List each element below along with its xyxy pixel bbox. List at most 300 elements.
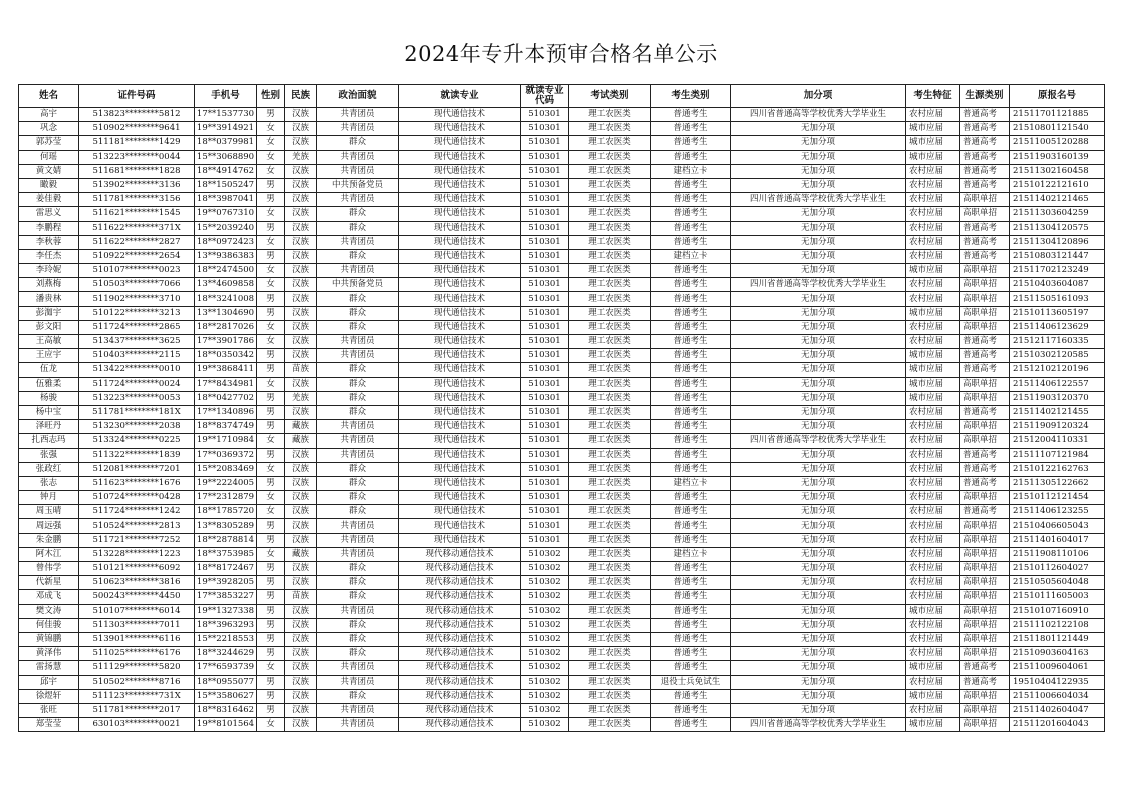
table-row bbox=[19, 647, 1105, 661]
table-cell: 21511102122108 bbox=[1010, 618, 1105, 632]
table-cell: 农村应届 bbox=[906, 476, 960, 490]
table-cell: 理工农医类 bbox=[569, 618, 651, 632]
table-cell: 男 bbox=[257, 349, 285, 363]
table-cell: 510301 bbox=[521, 505, 569, 519]
table-cell: 群众 bbox=[317, 136, 399, 150]
table-cell: 21511909120324 bbox=[1010, 420, 1105, 434]
table-cell: 500243********4450 bbox=[79, 590, 195, 604]
table-cell: 21511701121885 bbox=[1010, 108, 1105, 122]
table-cell: 普通高考 bbox=[960, 462, 1010, 476]
table-row bbox=[19, 150, 1105, 164]
table-row bbox=[19, 476, 1105, 490]
table-cell: 510301 bbox=[521, 434, 569, 448]
table-cell: 汉族 bbox=[285, 306, 317, 320]
table-cell: 511724********0024 bbox=[79, 377, 195, 391]
table-row bbox=[19, 264, 1105, 278]
table-cell: 510302 bbox=[521, 632, 569, 646]
table-cell: 共青团员 bbox=[317, 122, 399, 136]
table-cell: 群众 bbox=[317, 391, 399, 405]
table-cell: 退役士兵免试生 bbox=[651, 675, 731, 689]
table-cell: 普通考生 bbox=[651, 320, 731, 334]
table-cell: 汉族 bbox=[285, 292, 317, 306]
table-cell: 藏族 bbox=[285, 547, 317, 561]
column-header: 考生类别 bbox=[651, 85, 731, 108]
table-row bbox=[19, 335, 1105, 349]
table-cell: 农村应届 bbox=[906, 335, 960, 349]
table-cell: 理工农医类 bbox=[569, 590, 651, 604]
table-cell: 理工农医类 bbox=[569, 434, 651, 448]
table-cell: 群众 bbox=[317, 377, 399, 391]
table-cell: 男 bbox=[257, 703, 285, 717]
table-cell: 男 bbox=[257, 476, 285, 490]
column-header: 原报名号 bbox=[1010, 85, 1105, 108]
table-cell: 理工农医类 bbox=[569, 108, 651, 122]
table-cell: 18**0427702 bbox=[195, 391, 257, 405]
table-cell: 高职单招 bbox=[960, 703, 1010, 717]
table-cell: 共青团员 bbox=[317, 420, 399, 434]
table-cell: 群众 bbox=[317, 462, 399, 476]
table-cell: 女 bbox=[257, 491, 285, 505]
table-cell: 共青团员 bbox=[317, 235, 399, 249]
table-cell: 现代通信技术 bbox=[399, 221, 521, 235]
table-cell: 男 bbox=[257, 590, 285, 604]
table-cell: 512081********7201 bbox=[79, 462, 195, 476]
table-cell: 21510112604027 bbox=[1010, 562, 1105, 576]
table-cell: 无加分项 bbox=[731, 249, 906, 263]
table-cell: 510302 bbox=[521, 604, 569, 618]
table-cell: 17**6593739 bbox=[195, 661, 257, 675]
table-cell: 现代通信技术 bbox=[399, 306, 521, 320]
table-cell: 男 bbox=[257, 604, 285, 618]
table-cell: 群众 bbox=[317, 491, 399, 505]
table-row bbox=[19, 349, 1105, 363]
table-cell: 21512004110331 bbox=[1010, 434, 1105, 448]
table-cell: 现代通信技术 bbox=[399, 292, 521, 306]
table-cell: 男 bbox=[257, 562, 285, 576]
table-cell: 普通考生 bbox=[651, 462, 731, 476]
table-cell: 城市应届 bbox=[906, 122, 960, 136]
table-cell: 普通考生 bbox=[651, 590, 731, 604]
table-cell: 共青团员 bbox=[317, 349, 399, 363]
table-cell: 曾伟学 bbox=[19, 562, 79, 576]
table-cell: 510301 bbox=[521, 150, 569, 164]
table-cell: 理工农医类 bbox=[569, 207, 651, 221]
table-cell: 建档立卡 bbox=[651, 249, 731, 263]
table-cell: 藏族 bbox=[285, 434, 317, 448]
table-cell: 女 bbox=[257, 335, 285, 349]
table-cell: 无加分项 bbox=[731, 363, 906, 377]
table-cell: 高职单招 bbox=[960, 391, 1010, 405]
table-cell: 21511402121465 bbox=[1010, 193, 1105, 207]
table-cell: 510503********7066 bbox=[79, 278, 195, 292]
table-cell: 现代移动通信技术 bbox=[399, 689, 521, 703]
table-cell: 王应宇 bbox=[19, 349, 79, 363]
table-cell: 汉族 bbox=[285, 462, 317, 476]
table-cell: 高职单招 bbox=[960, 604, 1010, 618]
table-cell: 18**2878814 bbox=[195, 533, 257, 547]
table-cell: 普通考生 bbox=[651, 193, 731, 207]
table-cell: 农村应届 bbox=[906, 632, 960, 646]
table-cell: 汉族 bbox=[285, 249, 317, 263]
table-cell: 19**2224005 bbox=[195, 476, 257, 490]
table-cell: 理工农医类 bbox=[569, 249, 651, 263]
table-row bbox=[19, 122, 1105, 136]
table-cell: 510403********2115 bbox=[79, 349, 195, 363]
table-cell: 高职单招 bbox=[960, 618, 1010, 632]
table-cell: 现代移动通信技术 bbox=[399, 562, 521, 576]
column-header: 生源类别 bbox=[960, 85, 1010, 108]
table-cell: 普通考生 bbox=[651, 647, 731, 661]
table-cell: 共青团员 bbox=[317, 533, 399, 547]
table-cell: 无加分项 bbox=[731, 377, 906, 391]
table-cell: 高职单招 bbox=[960, 434, 1010, 448]
table-cell: 19510404122935 bbox=[1010, 675, 1105, 689]
table-cell: 建档立卡 bbox=[651, 476, 731, 490]
table-row bbox=[19, 505, 1105, 519]
table-cell: 女 bbox=[257, 462, 285, 476]
table-cell: 18**1785720 bbox=[195, 505, 257, 519]
table-cell: 张强 bbox=[19, 448, 79, 462]
table-cell: 21511402604047 bbox=[1010, 703, 1105, 717]
table-cell: 无加分项 bbox=[731, 491, 906, 505]
table-cell: 普通考生 bbox=[651, 136, 731, 150]
table-cell: 理工农医类 bbox=[569, 136, 651, 150]
table-cell: 女 bbox=[257, 235, 285, 249]
table-cell: 无加分项 bbox=[731, 164, 906, 178]
table-cell: 男 bbox=[257, 519, 285, 533]
table-row bbox=[19, 703, 1105, 717]
table-cell: 511622********371X bbox=[79, 221, 195, 235]
table-cell: 510301 bbox=[521, 448, 569, 462]
table-cell: 理工农医类 bbox=[569, 306, 651, 320]
table-cell: 理工农医类 bbox=[569, 675, 651, 689]
table-cell: 19**3868411 bbox=[195, 363, 257, 377]
table-cell: 城市应届 bbox=[906, 150, 960, 164]
table-cell: 511303********7011 bbox=[79, 618, 195, 632]
table-cell: 普通高考 bbox=[960, 122, 1010, 136]
table-cell: 高职单招 bbox=[960, 306, 1010, 320]
table-cell: 21510122121610 bbox=[1010, 178, 1105, 192]
table-cell: 农村应届 bbox=[906, 108, 960, 122]
table-row bbox=[19, 292, 1105, 306]
table-cell: 511622********2827 bbox=[79, 235, 195, 249]
table-cell: 现代通信技术 bbox=[399, 491, 521, 505]
candidate-table bbox=[18, 84, 1105, 732]
table-cell: 理工农医类 bbox=[569, 320, 651, 334]
table-row bbox=[19, 661, 1105, 675]
table-cell: 511322********1839 bbox=[79, 448, 195, 462]
table-cell: 510301 bbox=[521, 292, 569, 306]
table-cell: 511181********1429 bbox=[79, 136, 195, 150]
table-cell: 现代通信技术 bbox=[399, 108, 521, 122]
table-cell: 510301 bbox=[521, 335, 569, 349]
table-row bbox=[19, 562, 1105, 576]
table-cell: 21511006604034 bbox=[1010, 689, 1105, 703]
table-cell: 羌族 bbox=[285, 150, 317, 164]
table-cell: 18**0379981 bbox=[195, 136, 257, 150]
table-cell: 19**8101564 bbox=[195, 718, 257, 732]
table-cell: 19**1327338 bbox=[195, 604, 257, 618]
table-cell: 普通高考 bbox=[960, 150, 1010, 164]
table-cell: 无加分项 bbox=[731, 519, 906, 533]
table-cell: 现代通信技术 bbox=[399, 476, 521, 490]
table-cell: 何佳骏 bbox=[19, 618, 79, 632]
table-cell: 21510505604048 bbox=[1010, 576, 1105, 590]
table-cell: 农村应届 bbox=[906, 193, 960, 207]
table-cell: 理工农医类 bbox=[569, 533, 651, 547]
table-cell: 男 bbox=[257, 193, 285, 207]
table-cell: 泽旺丹 bbox=[19, 420, 79, 434]
table-cell: 511123********731X bbox=[79, 689, 195, 703]
table-cell: 群众 bbox=[317, 363, 399, 377]
table-row bbox=[19, 391, 1105, 405]
table-cell: 现代通信技术 bbox=[399, 178, 521, 192]
table-cell: 普通考生 bbox=[651, 491, 731, 505]
table-cell: 无加分项 bbox=[731, 647, 906, 661]
table-cell: 汉族 bbox=[285, 647, 317, 661]
table-cell: 杨骏 bbox=[19, 391, 79, 405]
table-cell: 李秋蓉 bbox=[19, 235, 79, 249]
table-cell: 男 bbox=[257, 618, 285, 632]
table-cell: 无加分项 bbox=[731, 703, 906, 717]
table-cell: 农村应届 bbox=[906, 448, 960, 462]
table-cell: 共青团员 bbox=[317, 661, 399, 675]
table-cell: 现代通信技术 bbox=[399, 335, 521, 349]
table-cell: 17**3901786 bbox=[195, 335, 257, 349]
table-cell: 511621********1545 bbox=[79, 207, 195, 221]
table-cell: 邓成飞 bbox=[19, 590, 79, 604]
table-cell: 汉族 bbox=[285, 122, 317, 136]
table-cell: 普通考生 bbox=[651, 405, 731, 419]
table-cell: 现代移动通信技术 bbox=[399, 661, 521, 675]
table-cell: 理工农医类 bbox=[569, 278, 651, 292]
table-cell: 无加分项 bbox=[731, 476, 906, 490]
table-cell: 农村应届 bbox=[906, 207, 960, 221]
table-cell: 汉族 bbox=[285, 632, 317, 646]
table-cell: 普通考生 bbox=[651, 604, 731, 618]
table-cell: 现代移动通信技术 bbox=[399, 576, 521, 590]
table-cell: 女 bbox=[257, 150, 285, 164]
table-cell: 普通考生 bbox=[651, 505, 731, 519]
table-cell: 高职单招 bbox=[960, 491, 1010, 505]
table-cell: 510301 bbox=[521, 349, 569, 363]
table-cell: 18**3753985 bbox=[195, 547, 257, 561]
table-cell: 汉族 bbox=[285, 235, 317, 249]
table-cell: 农村应届 bbox=[906, 618, 960, 632]
table-row bbox=[19, 519, 1105, 533]
table-cell: 城市应届 bbox=[906, 661, 960, 675]
table-cell: 21511201604043 bbox=[1010, 718, 1105, 732]
table-cell: 普通考生 bbox=[651, 363, 731, 377]
table-cell: 普通高考 bbox=[960, 476, 1010, 490]
table-cell: 普通考生 bbox=[651, 207, 731, 221]
table-cell: 汉族 bbox=[285, 689, 317, 703]
table-cell: 无加分项 bbox=[731, 207, 906, 221]
table-cell: 21511304120575 bbox=[1010, 221, 1105, 235]
table-cell: 普通考生 bbox=[651, 661, 731, 675]
table-cell: 普通高考 bbox=[960, 136, 1010, 150]
table-cell: 男 bbox=[257, 292, 285, 306]
table-cell: 汉族 bbox=[285, 661, 317, 675]
table-cell: 510301 bbox=[521, 178, 569, 192]
table-cell: 普通考生 bbox=[651, 618, 731, 632]
table-cell: 630103********0021 bbox=[79, 718, 195, 732]
table-cell: 13**8305289 bbox=[195, 519, 257, 533]
table-cell: 无加分项 bbox=[731, 349, 906, 363]
table-cell: 18**4914762 bbox=[195, 164, 257, 178]
table-cell: 城市应届 bbox=[906, 377, 960, 391]
table-cell: 共青团员 bbox=[317, 150, 399, 164]
table-row bbox=[19, 249, 1105, 263]
table-cell: 510302 bbox=[521, 576, 569, 590]
table-cell: 高职单招 bbox=[960, 420, 1010, 434]
table-cell: 汉族 bbox=[285, 193, 317, 207]
table-cell: 四川省普通高等学校优秀大学毕业生 bbox=[731, 718, 906, 732]
table-cell: 城市应届 bbox=[906, 264, 960, 278]
table-cell: 女 bbox=[257, 122, 285, 136]
table-row bbox=[19, 278, 1105, 292]
table-cell: 城市应届 bbox=[906, 689, 960, 703]
table-cell: 共青团员 bbox=[317, 448, 399, 462]
table-cell: 理工农医类 bbox=[569, 178, 651, 192]
table-cell: 18**8172467 bbox=[195, 562, 257, 576]
table-cell: 理工农医类 bbox=[569, 264, 651, 278]
table-cell: 彭洳宇 bbox=[19, 306, 79, 320]
table-cell: 理工农医类 bbox=[569, 122, 651, 136]
table-cell: 510301 bbox=[521, 278, 569, 292]
table-cell: 18**2474500 bbox=[195, 264, 257, 278]
table-row bbox=[19, 136, 1105, 150]
table-cell: 何瑶 bbox=[19, 150, 79, 164]
table-cell: 理工农医类 bbox=[569, 632, 651, 646]
table-cell: 理工农医类 bbox=[569, 420, 651, 434]
table-cell: 普通考生 bbox=[651, 434, 731, 448]
table-cell: 18**3963293 bbox=[195, 618, 257, 632]
table-row bbox=[19, 108, 1105, 122]
table-cell: 510302 bbox=[521, 661, 569, 675]
table-cell: 21511801121449 bbox=[1010, 632, 1105, 646]
table-cell: 黄泽伟 bbox=[19, 647, 79, 661]
table-cell: 女 bbox=[257, 718, 285, 732]
table-cell: 510301 bbox=[521, 491, 569, 505]
table-cell: 无加分项 bbox=[731, 150, 906, 164]
table-row bbox=[19, 221, 1105, 235]
table-cell: 农村应届 bbox=[906, 320, 960, 334]
table-cell: 510301 bbox=[521, 221, 569, 235]
table-cell: 汉族 bbox=[285, 221, 317, 235]
table-cell: 511025********6176 bbox=[79, 647, 195, 661]
table-cell: 18**0955077 bbox=[195, 675, 257, 689]
table-cell: 阿木江 bbox=[19, 547, 79, 561]
table-cell: 农村应届 bbox=[906, 562, 960, 576]
table-cell: 无加分项 bbox=[731, 562, 906, 576]
table-cell: 理工农医类 bbox=[569, 221, 651, 235]
table-cell: 樊文涛 bbox=[19, 604, 79, 618]
table-cell: 城市应届 bbox=[906, 604, 960, 618]
table-row bbox=[19, 306, 1105, 320]
table-cell: 现代通信技术 bbox=[399, 405, 521, 419]
table-cell: 15**2218553 bbox=[195, 632, 257, 646]
table-cell: 510301 bbox=[521, 235, 569, 249]
table-cell: 群众 bbox=[317, 576, 399, 590]
table-cell: 女 bbox=[257, 505, 285, 519]
table-cell: 王高敏 bbox=[19, 335, 79, 349]
table-cell: 理工农医类 bbox=[569, 164, 651, 178]
table-cell: 无加分项 bbox=[731, 292, 906, 306]
table-cell: 高职单招 bbox=[960, 647, 1010, 661]
table-row bbox=[19, 363, 1105, 377]
table-cell: 汉族 bbox=[285, 207, 317, 221]
table-cell: 农村应届 bbox=[906, 178, 960, 192]
table-cell: 汉族 bbox=[285, 562, 317, 576]
table-cell: 21511005120288 bbox=[1010, 136, 1105, 150]
table-cell: 无加分项 bbox=[731, 405, 906, 419]
table-cell: 19**3928205 bbox=[195, 576, 257, 590]
table-cell: 女 bbox=[257, 264, 285, 278]
table-row bbox=[19, 590, 1105, 604]
table-cell: 510301 bbox=[521, 136, 569, 150]
table-row bbox=[19, 164, 1105, 178]
table-cell: 513437********3625 bbox=[79, 335, 195, 349]
table-cell: 21510801121540 bbox=[1010, 122, 1105, 136]
table-cell: 21511107121984 bbox=[1010, 448, 1105, 462]
table-cell: 理工农医类 bbox=[569, 193, 651, 207]
table-cell: 现代通信技术 bbox=[399, 391, 521, 405]
table-cell: 农村应届 bbox=[906, 235, 960, 249]
table-cell: 普通考生 bbox=[651, 264, 731, 278]
table-cell: 黄文婧 bbox=[19, 164, 79, 178]
table-cell: 农村应届 bbox=[906, 647, 960, 661]
table-cell: 高职单招 bbox=[960, 207, 1010, 221]
column-header: 手机号 bbox=[195, 85, 257, 108]
table-row bbox=[19, 718, 1105, 732]
table-cell: 城市应届 bbox=[906, 349, 960, 363]
table-cell: 18**8316462 bbox=[195, 703, 257, 717]
table-cell: 普通高考 bbox=[960, 349, 1010, 363]
table-cell: 张政红 bbox=[19, 462, 79, 476]
table-row bbox=[19, 377, 1105, 391]
table-cell: 18**0972423 bbox=[195, 235, 257, 249]
table-row bbox=[19, 604, 1105, 618]
table-cell: 510302 bbox=[521, 590, 569, 604]
table-cell: 汉族 bbox=[285, 278, 317, 292]
table-cell: 513223********0044 bbox=[79, 150, 195, 164]
table-cell: 男 bbox=[257, 178, 285, 192]
table-cell: 汉族 bbox=[285, 405, 317, 419]
table-cell: 510301 bbox=[521, 164, 569, 178]
table-cell: 汉族 bbox=[285, 675, 317, 689]
table-cell: 群众 bbox=[317, 590, 399, 604]
table-cell: 普通考生 bbox=[651, 703, 731, 717]
table-cell: 理工农医类 bbox=[569, 703, 651, 717]
table-cell: 男 bbox=[257, 576, 285, 590]
table-cell: 19**3914921 bbox=[195, 122, 257, 136]
table-cell: 理工农医类 bbox=[569, 647, 651, 661]
table-cell: 21510111605003 bbox=[1010, 590, 1105, 604]
column-header: 就读专业代码 bbox=[521, 85, 569, 108]
table-cell: 现代通信技术 bbox=[399, 448, 521, 462]
table-cell: 城市应届 bbox=[906, 391, 960, 405]
table-cell: 21511702123249 bbox=[1010, 264, 1105, 278]
table-cell: 21511304120896 bbox=[1010, 235, 1105, 249]
table-cell: 510301 bbox=[521, 264, 569, 278]
table-cell: 21511009604061 bbox=[1010, 661, 1105, 675]
table-cell: 13**1304690 bbox=[195, 306, 257, 320]
table-cell: 黄锦鹏 bbox=[19, 632, 79, 646]
table-cell: 苗族 bbox=[285, 590, 317, 604]
table-cell: 现代通信技术 bbox=[399, 136, 521, 150]
table-cell: 理工农医类 bbox=[569, 391, 651, 405]
